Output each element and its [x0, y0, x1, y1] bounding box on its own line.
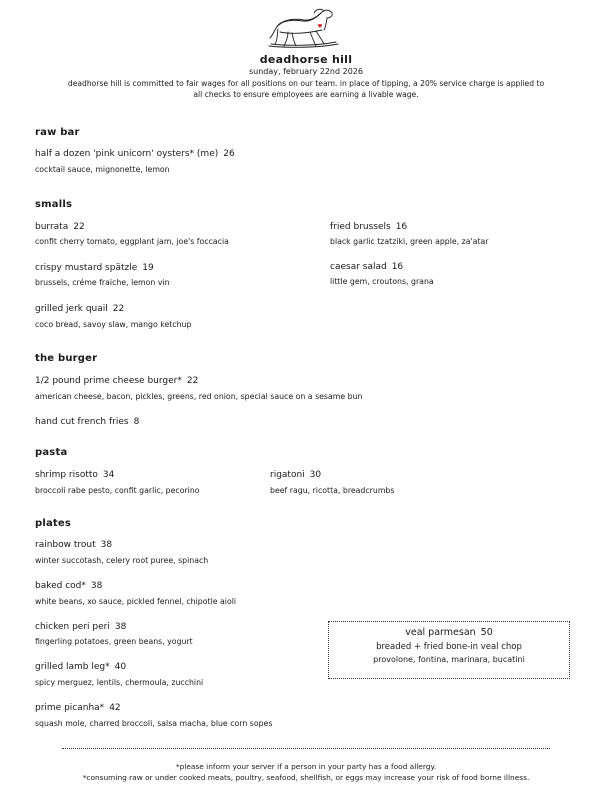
special-title: [329, 627, 569, 638]
menu-item-chicken-peri-peri: [35, 622, 126, 633]
item-description: brussels, créme fraiche, lemon vin: [35, 278, 170, 287]
item-price: 16: [391, 262, 404, 272]
menu-item-caesar-salad: [330, 262, 403, 273]
menu-item-prime-picanha: [35, 703, 121, 714]
item-price: 22: [186, 376, 199, 386]
section-title-raw-bar: raw bar: [35, 127, 80, 138]
item-description: cocktail sauce, mignonette, lemon: [35, 165, 170, 174]
item-price: 26: [223, 149, 235, 159]
section-title-smalls: smalls: [35, 199, 73, 210]
service-charge-notice: [30, 78, 582, 100]
item-name: crispy mustard spätzle: [35, 263, 138, 273]
item-name: prime picanha*: [35, 703, 105, 713]
item-name: shrimp risotto: [35, 470, 98, 480]
item-price: 34: [102, 470, 115, 480]
menu-item-french-fries: [35, 417, 139, 428]
item-name: chicken peri peri: [35, 622, 110, 632]
item-description: broccoli rabe pesto, confit garlic, pecorino: [35, 486, 200, 495]
item-description: coco bread, savoy slaw, mango ketchup: [35, 320, 192, 329]
notice-line: all checks to ensure employees are earning a livable wage.: [193, 90, 419, 99]
item-name: baked cod*: [35, 581, 86, 591]
menu-item-rigatoni: [270, 470, 321, 481]
item-price: 38: [100, 540, 113, 550]
item-description: black garlic tzatziki, green apple, za'atar: [330, 237, 489, 246]
item-name: rigatoni: [270, 470, 305, 480]
item-price: 30: [309, 470, 322, 480]
menu-item-rainbow-trout: [35, 540, 112, 551]
special-description: breaded + fried bone-in veal chop: [376, 642, 522, 652]
section-title-pasta: pasta: [35, 447, 68, 458]
menu-item-fried-brussels: [330, 222, 407, 233]
item-description: confit cherry tomato, eggplant jam, joe's foccacia: [35, 237, 229, 246]
item-price: 22: [73, 222, 85, 232]
item-price: 19: [142, 263, 154, 273]
section-title-plates: plates: [35, 518, 72, 529]
item-price: 38: [90, 581, 103, 591]
menu-item-oysters: [35, 149, 235, 160]
item-description: beef ragu, ricotta, breadcrumbs: [270, 486, 395, 495]
item-name: half a dozen 'pink unicorn' oysters* (me): [35, 149, 219, 159]
menu-item-spatzle: [35, 263, 154, 274]
item-name: fried brussels: [330, 222, 391, 232]
item-price: 16: [395, 222, 408, 232]
section-title-burger: the burger: [35, 353, 98, 364]
item-name: grilled lamb leg*: [35, 662, 110, 672]
item-description: white beans, xo sauce, pickled fennel, chipotle aioli: [35, 597, 237, 606]
item-description: winter succotash, celery root puree, spinach: [35, 556, 209, 565]
menu-date: sunday, february 22nd 2026: [249, 67, 363, 76]
menu-item-cheese-burger: [35, 376, 198, 387]
special-name: veal parmesan: [405, 627, 476, 638]
item-name: grilled jerk quail: [35, 304, 108, 314]
item-description: squash mole, charred broccoli, salsa macha, blue corn sopes: [35, 719, 273, 728]
special-accompaniments: provolone, fontina, marinara, bucatini: [373, 655, 525, 664]
notice-line: deadhorse hill is committed to fair wages for all positions on our team. in place of tipping, a 20% service charge is applied to: [67, 79, 545, 88]
item-name: 1/2 pound prime cheese burger*: [35, 376, 182, 386]
item-price: 8: [133, 417, 140, 427]
item-description: fingerling potatoes, green beans, yogurt: [35, 637, 193, 646]
special-price: 50: [480, 627, 493, 638]
item-price: 38: [114, 622, 127, 632]
item-description: little gem, croutons, grana: [330, 277, 434, 286]
item-description: spicy merguez, lentils, chermoula, zucchini: [35, 678, 204, 687]
horse-sketch-icon: [266, 6, 342, 50]
restaurant-name: deadhorse hill: [259, 53, 353, 66]
menu-item-baked-cod: [35, 581, 102, 592]
menu-item-grilled-lamb-leg: [35, 662, 126, 673]
item-name: caesar salad: [330, 262, 387, 272]
item-name: rainbow trout: [35, 540, 96, 550]
item-price: 40: [114, 662, 127, 672]
raw-food-warning: *consuming raw or under cooked meats, poultry, seafood, shellfish, or eggs may increase your risk of food borne illness.: [82, 773, 530, 782]
menu-item-jerk-quail: [35, 304, 124, 315]
item-price: 42: [109, 703, 121, 713]
item-price: 22: [112, 304, 125, 314]
menu-item-shrimp-risotto: [35, 470, 114, 481]
special-box: [328, 621, 570, 679]
item-description: american cheese, bacon, pickles, greens, red onion, special sauce on a sesame bun: [35, 392, 363, 401]
menu-item-burrata: [35, 222, 85, 233]
divider: [62, 748, 550, 749]
item-name: burrata: [35, 222, 69, 232]
item-name: hand cut french fries: [35, 417, 129, 427]
allergy-notice: *please inform your server if a person in your party has a food allergy.: [175, 762, 437, 771]
